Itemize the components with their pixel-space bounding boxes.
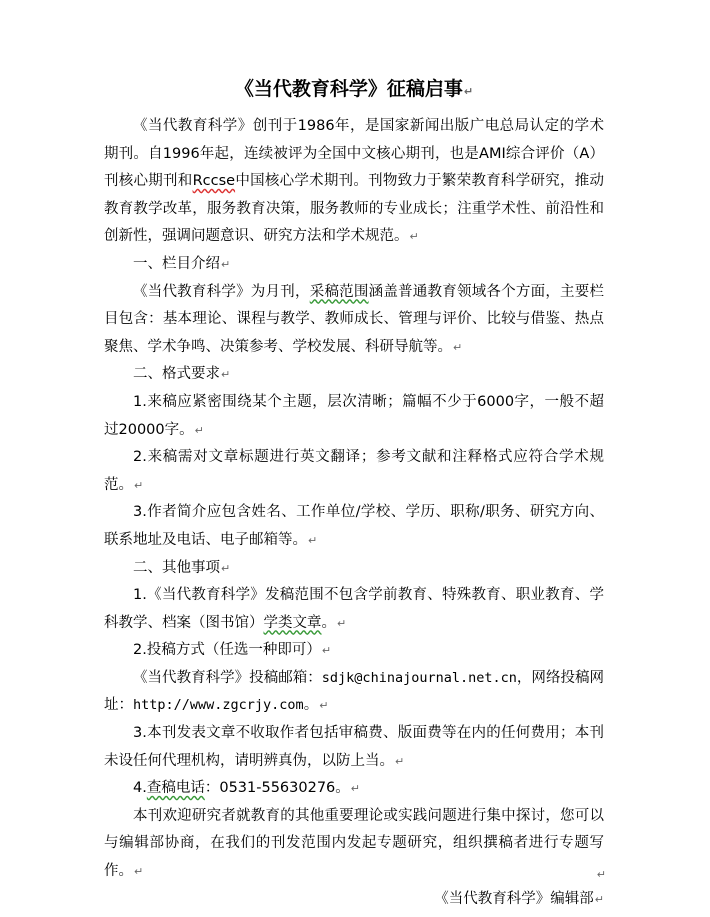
format-item-1 <box>104 389 604 444</box>
other-item-4 <box>104 775 604 803</box>
submission-info <box>104 665 604 720</box>
format-item-1-text: 1.来稿应紧密围绕某个主题，层次清晰；篇幅不少于6000字，一般不超过20000字。 <box>104 393 604 438</box>
intro-paragraph <box>104 113 604 251</box>
closing-text: 本刊欢迎研究者就教育的其他重要理论或实践问题进行集中探讨，您可以与编辑部协商，在我们的刊发范围内发起专题研究，组织撰稿者进行专题写作。 <box>104 807 604 880</box>
other-item-4-text-b: ：0531-55630276。 <box>204 780 350 797</box>
paragraph-mark-icon: ↵ <box>594 892 604 906</box>
paragraph-mark-icon: ↵ <box>463 85 474 98</box>
other-item-2 <box>104 637 604 665</box>
signature-text: 《当代教育科学》编辑部 <box>434 890 594 907</box>
format-item-3-text: 3.作者简介应包含姓名、工作单位/学校、学历、职称/职务、研究方向、联系地址及电话、电子邮箱等。 <box>104 504 604 548</box>
other-item-1-text-b: 。 <box>321 614 336 631</box>
section1-text-a: 《当代教育科学》为月刊， <box>133 283 310 300</box>
submission-text-c: 。 <box>303 697 319 714</box>
submission-text-a: 《当代教育科学》投稿邮箱： <box>133 669 322 686</box>
submission-url: http://www.zgcrjy.com <box>133 697 304 714</box>
paragraph-mark-icon: ↵ <box>221 257 231 271</box>
other-item-1 <box>104 582 604 637</box>
title-text: 《当代教育科学》征稿启事 <box>234 78 463 100</box>
paragraph-mark-icon: ↵ <box>221 368 231 382</box>
paragraph-mark-icon: ↵ <box>134 478 144 492</box>
document-page <box>104 70 604 913</box>
closing-paragraph <box>104 803 604 886</box>
other-item-1-text-a: 1.《当代教育科学》发稿范围不包含学前教育、特殊教育、职业教育、学科教学、档案（图书馆） <box>104 587 604 631</box>
section2-heading-text: 二、格式要求 <box>133 366 220 383</box>
section1-heading <box>104 251 604 279</box>
section1-text-b: 涵盖普通教育领域各个方面，主要栏目包含：基本理论、课程与教学、教师成长、管理与评价、比较与借鉴、热点聚焦、学术争鸣、决策参考、学校发展、科研导航等。 <box>104 283 605 355</box>
section1-heading-text: 一、栏目介绍 <box>133 255 220 272</box>
intro-text-b: 中国核心学术期刊。刊物致力于繁荣教育科学研究，推动教育教学改革，服务教育决策，服务教师的专业成长；注重学术性、前沿性和创新性，强调问题意识、研究方法和学术规范。 <box>104 173 605 245</box>
section1-paragraph <box>104 279 604 362</box>
submission-email: sdjk@chinajournal.net.cn <box>321 669 517 686</box>
section2-heading <box>104 361 604 389</box>
spellcheck-word-rccse: Rccse <box>192 173 236 190</box>
paragraph-mark-icon: ↵ <box>319 699 329 713</box>
signature <box>104 886 604 914</box>
paragraph-mark-icon: ↵ <box>221 561 231 575</box>
trailing-paragraph-mark-icon: ↵ <box>596 868 606 881</box>
grammar-mark-phone: 查稿电话 <box>146 780 205 797</box>
paragraph-mark-icon: ↵ <box>308 533 318 547</box>
document-title <box>104 74 604 107</box>
grammar-mark-range: 采稿范围 <box>309 283 369 300</box>
section3-heading <box>104 555 604 583</box>
format-item-2-text: 2.来稿需对文章标题进行英文翻译；参考文献和注释格式应符合学术规范。 <box>104 449 604 493</box>
paragraph-mark-icon: ↵ <box>350 782 360 796</box>
paragraph-mark-icon: ↵ <box>395 754 405 768</box>
other-item-4-text-a: 4. <box>133 780 147 797</box>
format-item-3 <box>104 499 604 554</box>
paragraph-mark-icon: ↵ <box>409 230 419 244</box>
paragraph-mark-icon: ↵ <box>194 423 204 437</box>
paragraph-mark-icon: ↵ <box>337 616 347 630</box>
submission-text-b: ，网络投稿网址： <box>104 669 605 714</box>
intro-text-a: 《当代教育科学》创刊于1986年，是国家新闻出版广电总局认定的学术期刊。自1996年起，连续被评为全国中文核心期刊，也是AMI综合评价（A）刊核心期刊和 <box>104 118 604 190</box>
grammar-mark-article: 学类文章 <box>263 614 322 631</box>
paragraph-mark-icon: ↵ <box>134 865 144 879</box>
other-item-3-text: 3.本刊发表文章不收取作者包括审稿费、版面费等在内的任何费用；本刊未设任何代理机构，请明辨真伪，以防上当。 <box>104 725 604 769</box>
paragraph-mark-icon: ↵ <box>321 644 332 658</box>
paragraph-mark-icon: ↵ <box>453 340 463 354</box>
section3-heading-text: 二、其他事项 <box>133 559 220 576</box>
other-item-2-text: 2.投稿方式（任选一种即可） <box>133 642 321 659</box>
other-item-3 <box>104 720 604 775</box>
format-item-2 <box>104 444 604 499</box>
